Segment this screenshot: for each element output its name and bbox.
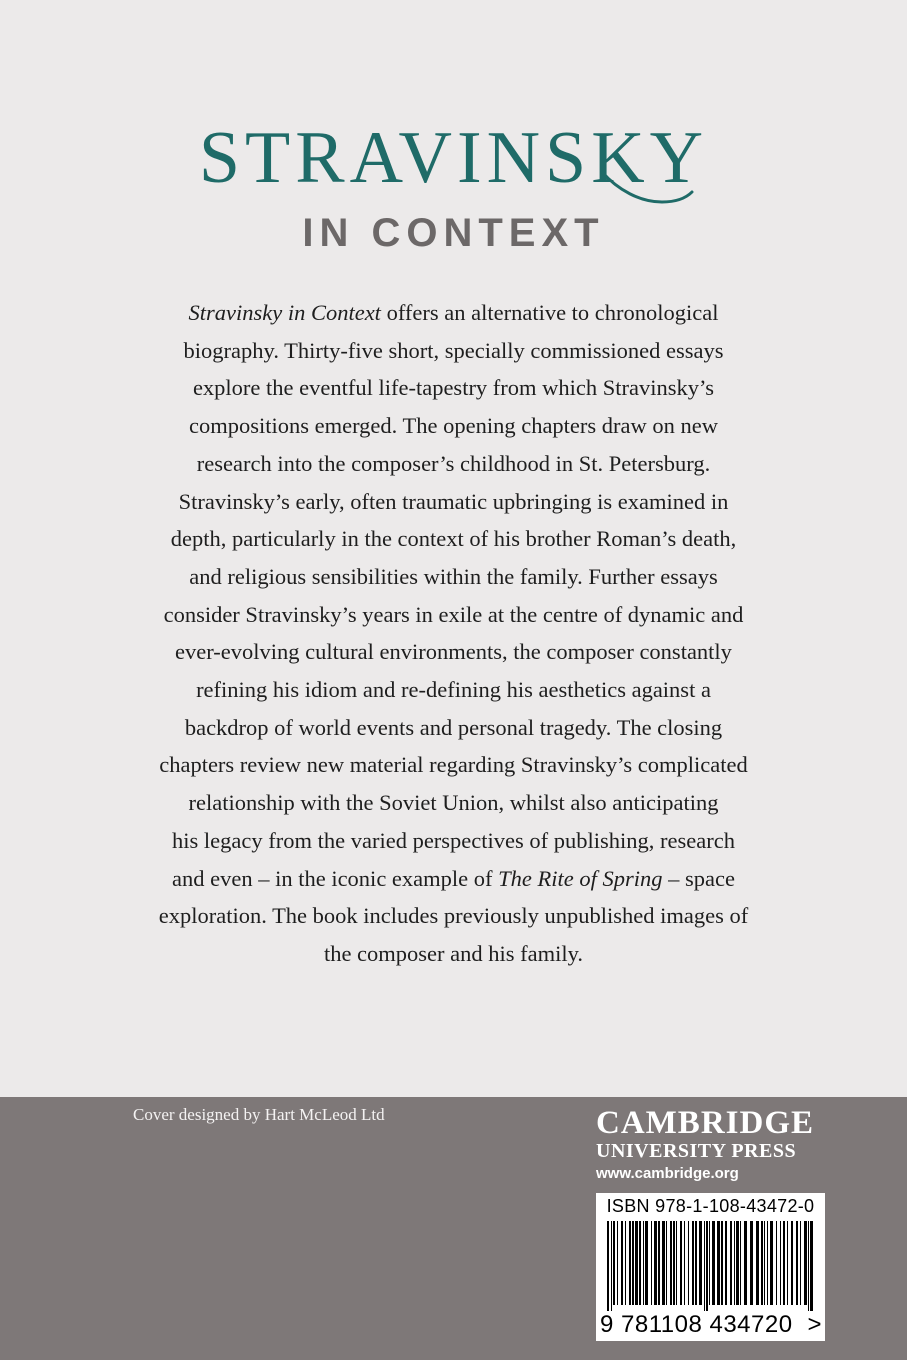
description-line <box>130 520 777 558</box>
description-text: explore the eventful life-tapestry from which Stravinsky’s <box>192 375 715 401</box>
barcode-bar <box>625 1221 626 1305</box>
publisher-press: UNIVERSITY PRESS <box>596 1140 797 1162</box>
barcode-bar <box>662 1221 665 1305</box>
barcode-bar <box>635 1221 638 1305</box>
description-text: backdrop of world events and personal tragedy. The closing <box>184 714 723 740</box>
publisher-name: CAMBRIDGE <box>596 1105 815 1141</box>
barcode-bar <box>808 1221 809 1311</box>
barcode-bar <box>740 1221 741 1305</box>
barcode-bar <box>780 1221 781 1305</box>
description-line <box>130 369 777 407</box>
barcode-bar <box>643 1221 644 1305</box>
description-text: chapters review new material regarding Stravinsky’s complicated <box>159 752 748 778</box>
description-text: biography. Thirty-five short, specially commissioned essays <box>183 337 724 363</box>
barcode-bar <box>613 1221 615 1305</box>
description-text: the composer and his family. <box>323 940 584 966</box>
description-line <box>130 746 777 784</box>
description-line <box>130 558 777 596</box>
book-description <box>130 294 777 973</box>
description-line <box>130 596 777 634</box>
description-text: – space <box>662 865 735 891</box>
barcode-bar <box>804 1221 807 1305</box>
barcode-bar <box>680 1221 682 1305</box>
barcode-bar <box>736 1221 739 1305</box>
description-text: his legacy from the varied perspectives of publishing, research <box>172 827 735 853</box>
description-line <box>130 671 777 709</box>
description-text: refining his idiom and re-defining his aesthetics against a <box>196 677 711 703</box>
barcode-bar <box>783 1221 785 1305</box>
barcode-digits <box>600 1311 822 1339</box>
description-text: Stravinsky’s early, often traumatic upbringing is examined in <box>178 488 729 514</box>
description-italic-title: The Rite of Spring <box>498 865 663 891</box>
barcode-bar <box>651 1221 652 1305</box>
barcode-bar <box>629 1221 631 1305</box>
description-text: and religious sensibilities within the family. Further essays <box>189 563 718 589</box>
description-text: consider Stravinsky’s years in exile at the centre of dynamic and <box>163 601 744 627</box>
barcode-bar <box>673 1221 675 1305</box>
publisher-logo <box>596 1106 831 1186</box>
barcode-bar <box>721 1221 723 1305</box>
description-line <box>130 445 777 483</box>
barcode-icon <box>603 1221 818 1311</box>
barcode-bar <box>704 1221 705 1311</box>
barcode-bar <box>787 1221 788 1305</box>
barcode-bar <box>621 1221 623 1305</box>
barcode-bar <box>654 1221 657 1305</box>
barcode-bar <box>767 1221 768 1305</box>
barcode-bar <box>611 1221 612 1311</box>
description-text: exploration. The book includes previously unpublished images of <box>158 903 749 929</box>
barcode-bar <box>709 1221 710 1305</box>
description-line <box>130 822 777 860</box>
barcode-bar <box>776 1221 777 1305</box>
description-line <box>130 633 777 671</box>
barcode-bar <box>810 1221 813 1311</box>
barcode-bar <box>695 1221 697 1305</box>
description-text: ever-evolving cultural environments, the composer constantly <box>175 639 732 665</box>
description-line <box>130 483 777 521</box>
barcode-bar <box>706 1221 708 1311</box>
barcode-bar <box>684 1221 685 1305</box>
barcode-bar <box>791 1221 793 1305</box>
description-italic-title: Stravinsky in Context <box>188 300 381 325</box>
barcode-bar <box>670 1221 672 1305</box>
barcode-marker: > <box>807 1311 822 1338</box>
barcode-bar <box>764 1221 765 1305</box>
barcode-bar <box>734 1221 735 1305</box>
barcode-bar <box>761 1221 763 1305</box>
description-line <box>130 294 777 332</box>
barcode-bar <box>712 1221 715 1305</box>
barcode-bar <box>796 1221 798 1305</box>
description-text: research into the composer’s childhood in St. Petersburg. <box>196 450 711 476</box>
title-swash-ornament <box>600 168 695 210</box>
barcode-bar <box>632 1221 634 1305</box>
barcode-bar <box>725 1221 727 1305</box>
barcode-bar <box>666 1221 667 1305</box>
barcode-bar <box>692 1221 694 1305</box>
barcode-bar <box>617 1221 618 1305</box>
barcode-bar <box>730 1221 732 1305</box>
cover-credit: Cover designed by Hart McLeod Ltd <box>133 1105 385 1124</box>
publisher-url: www.cambridge.org <box>596 1165 739 1182</box>
barcode-bar <box>645 1221 648 1305</box>
book-title: STRAVINSKY <box>198 117 709 199</box>
description-text: offers an alternative to chronological <box>380 300 719 325</box>
isbn-label: ISBN 978-1-108-43472-0 <box>606 1196 815 1216</box>
book-subtitle: IN CONTEXT <box>302 211 605 255</box>
barcode-bar <box>607 1221 609 1311</box>
barcode-bar <box>676 1221 677 1305</box>
barcode-bar <box>750 1221 753 1305</box>
description-text: relationship with the Soviet Union, whilst also anticipating <box>188 790 719 816</box>
barcode-bar <box>800 1221 801 1305</box>
description-text: depth, particularly in the context of his brother Roman’s death, <box>170 526 737 552</box>
description-line <box>130 935 777 973</box>
description-text: compositions emerged. The opening chapters draw on new <box>188 413 719 439</box>
description-line <box>130 860 777 898</box>
description-line <box>130 709 777 747</box>
barcode-bar <box>744 1221 747 1305</box>
description-line <box>130 332 777 370</box>
description-line <box>130 897 777 935</box>
barcode-number: 9 781108 434720 <box>600 1311 793 1338</box>
description-text: and even – in the iconic example of <box>172 865 499 891</box>
barcode-bar <box>756 1221 759 1305</box>
description-line <box>130 407 777 445</box>
barcode-bar <box>688 1221 689 1305</box>
barcode-bar <box>658 1221 660 1305</box>
barcode-bar <box>639 1221 641 1305</box>
barcode-bar <box>717 1221 720 1305</box>
description-line <box>130 784 777 822</box>
barcode-panel <box>596 1193 825 1341</box>
barcode-bar <box>699 1221 702 1305</box>
barcode-bar <box>770 1221 773 1305</box>
